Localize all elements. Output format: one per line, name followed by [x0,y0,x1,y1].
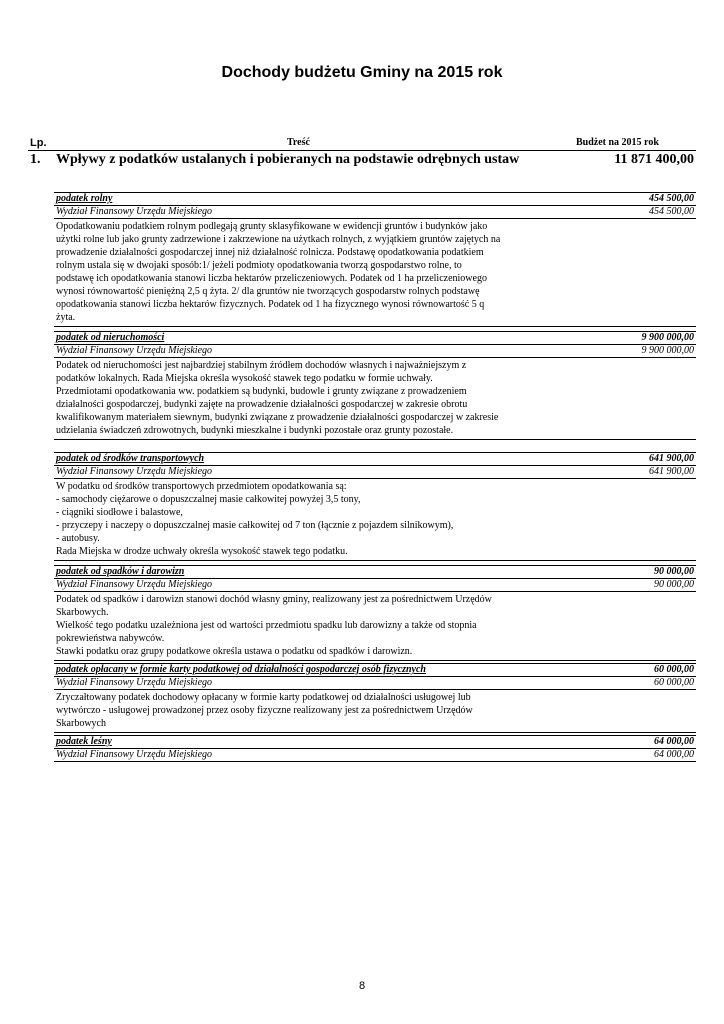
dept-name: Wydział Finansowy Urzędu Miejskiego [56,466,213,477]
tax-description: Zryczałtowany podatek dochodowy opłacany w formie karty podatkowej od działalności usługowej lub wytwórczo - usługowej prowadzonej przez osoby fizyczne realizowany jest za pośrednictwem Urzędów Skarbowych [56,692,473,729]
dept-name: Wydział Finansowy Urzędu Miejskiego [56,206,213,217]
tax-amount: 60 000,00 [654,664,694,675]
tax-name: podatek od spadków i darowizn [56,566,185,577]
tax-description-row [54,592,696,661]
section-number: 1. [30,152,41,167]
page-number: 8 [358,980,366,992]
tax-description-row [54,219,696,327]
dept-amount: 9 900 000,00 [641,345,694,356]
tax-description: Podatek od spadków i darowizn stanowi dochód własny gminy, realizowany jest za pośrednictwem Urzędów Skarbowych. Wielkość tego podatku uzależniona jest od wartości przedmiotu spadku lub darowizny a także od stopnia pokrewieństwa nabywców. Stawki podatku oraz grupy podatkowe określa ustawa o podatku od spadków i darowizn. [56,594,492,657]
tax-block [54,735,696,762]
header-budzet: Budżet na 2015 rok [576,137,659,148]
dept-row [54,206,696,219]
dept-name: Wydział Finansowy Urzędu Miejskiego [56,345,213,356]
tax-amount: 90 000,00 [654,566,694,577]
tax-row [54,332,696,345]
tax-row [54,566,696,579]
tax-block [54,192,696,327]
tax-description-row [54,479,696,561]
tax-description: Podatek od nieruchomości jest najbardziej stabilnym źródłem dochodów własnych i najważniejszym z podatków lokalnych. Rada Miejska określa wysokość stawek tego podatku w formie uchwały. Przedmiotami opodatkowania ww. podatkiem są budynki, budowle i grunty związane z prowadzeniem działalności gospodarczej, budynki zajęte na prowadzenie działalności gospodarczej w zakresie obrotu kwalifikowanym materiałem siewnym, budynki związane z prowadzenie działalności gospodarczej w zakresie udzielania świadczeń zdrowotnych, budynki mieszkalne i budynki pozostałe oraz grunty pozostałe. [56,360,499,436]
tax-row [54,193,696,206]
tax-amount: 454 500,00 [649,193,694,204]
tax-amount: 64 000,00 [654,736,694,747]
tax-amount: 9 900 000,00 [641,332,694,343]
tax-block [54,565,696,661]
dept-row [54,466,696,479]
tax-block [54,331,696,440]
tax-name: podatek leśny [56,736,112,747]
dept-row [54,677,696,690]
tax-amount: 641 900,00 [649,453,694,464]
tax-name: podatek od środków transportowych [56,453,205,464]
dept-amount: 641 900,00 [649,466,694,477]
section-title: Wpływy z podatków ustalanych i pobieranych na podstawie odrębnych ustaw [56,152,520,167]
section-amount: 11 871 400,00 [614,152,694,167]
tax-table [54,192,696,762]
tax-name: podatek od nieruchomości [56,332,165,343]
dept-amount: 60 000,00 [654,677,694,688]
tax-name: podatek rolny [56,193,113,204]
tax-block [54,452,696,561]
dept-row [54,345,696,358]
header-divider [28,150,696,151]
tax-description-row [54,358,696,440]
tax-row [54,453,696,466]
tax-description: Opodatkowaniu podatkiem rolnym podlegają grunty sklasyfikowane w ewidencji gruntów i budynków jako użytki rolne lub jako grunty zadrzewione i zakrzewione na użytkach rolnych, z wyjątkiem gruntów zajętych na prowadzenie działalności gospodarczej innej niż działalność rolnicza. Podstawę opodatkowania podatkiem rolnym ustala się w dwojaki sposób:1/ jeżeli podmioty opodatkowania tworzą gospodarstwo rolne, to podstawę ich opodatkowania stanowi liczba hektarów przeliczeniowych. Podatek od 1 ha przeliczeniowego wynosi równowartość pieniężną 2,5 q żyta. 2/ dla gruntów nie tworzących gospodarstw rolnych podstawę opodatkowania stanowi liczba hektarów fizycznych. Podatek od 1 ha fizycznego wynosi równowartość 5 q żyta. [56,221,501,323]
header-lp: Lp. [30,137,47,149]
dept-row [54,579,696,592]
tax-description: W podatku od środków transportowych przedmiotem opodatkowania są: - samochody ciężarowe o dopuszczalnej masie całkowitej powyżej 3,5 tony, - ciągniki siodłowe i balastowe, - przyczepy i naczepy o dopuszczalnej masie całkowitej od 7 ton (łącznie z pojazdem silnikowym), - autobusy. Rada Miejska w drodze uchwały określa wysokość stawek tego podatku. [56,481,454,557]
tax-row [54,736,696,749]
tax-row [54,664,696,677]
dept-name: Wydział Finansowy Urzędu Miejskiego [56,579,213,590]
dept-name: Wydział Finansowy Urzędu Miejskiego [56,749,213,760]
page-title: Dochody budżetu Gminy na 2015 rok [221,64,503,81]
tax-description-row [54,690,696,733]
dept-name: Wydział Finansowy Urzędu Miejskiego [56,677,213,688]
header-tresc: Treść [287,137,310,148]
dept-amount: 64 000,00 [654,749,694,760]
dept-row [54,749,696,762]
dept-amount: 454 500,00 [649,206,694,217]
dept-amount: 90 000,00 [654,579,694,590]
tax-block [54,663,696,733]
tax-name: podatek opłacany w formie karty podatkowej od działalności gospodarczej osób fizycznych [56,664,426,675]
